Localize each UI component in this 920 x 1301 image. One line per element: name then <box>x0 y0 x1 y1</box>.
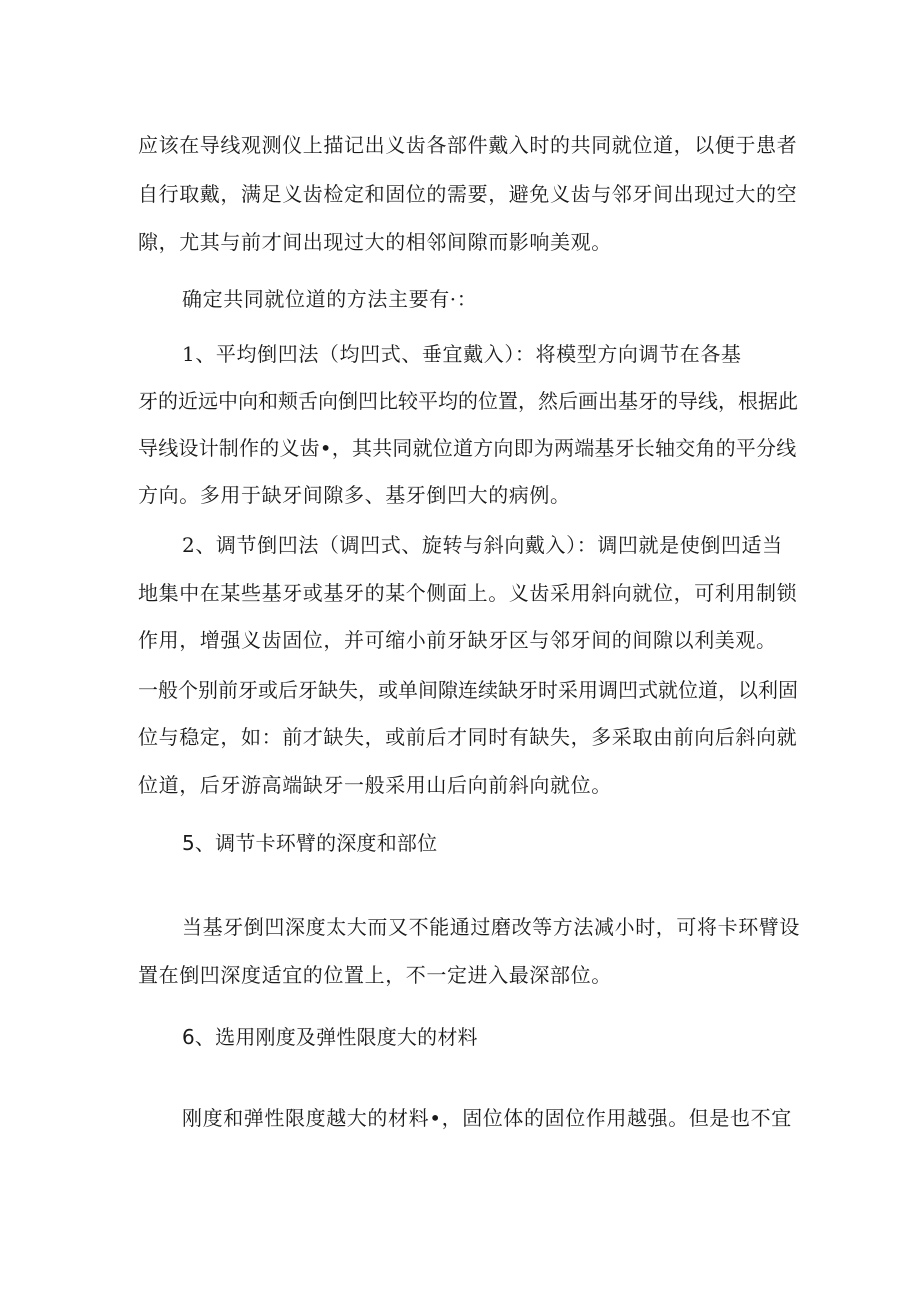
paragraph-4-line-3: 作用，增强义齿固位，并可缩小前牙缺牙区与邻牙间的间隙以利美观。 <box>138 628 777 652</box>
paragraph-1-line-2: 自行取戴，满足义齿检定和固位的需要，避免义齿与邻牙间出现过大的空 <box>138 182 798 206</box>
paragraph-6-line-1: 刚度和弹性限度越大的材料•，固位体的固位作用越强。但是也不宜 <box>182 1106 792 1130</box>
paragraph-4-line-4: 一般个别前牙或后牙缺失，或单间隙连续缺牙时采用调凹式就位道，以利固 <box>138 678 798 702</box>
paragraph-3-line-1: 1、平均倒凹法（均凹式、垂宜戴入）：将模型方向调节在各基 <box>182 342 742 366</box>
paragraph-2-line-1: 确定共同就位道的方法主要有·： <box>182 287 478 311</box>
paragraph-3-line-2: 牙的近远中向和颊舌向倒凹比较平均的位置，然后画出基牙的导线，根据此 <box>138 389 798 413</box>
paragraph-4-line-2: 地集中在某些基牙或基牙的某个侧面上。义齿采用斜向就位，可利用制锁 <box>138 581 798 605</box>
paragraph-1-line-1: 应该在导线观测仪上描记出义齿各部件戴入时的共同就位道，以便于患者 <box>138 133 798 157</box>
paragraph-4-line-1: 2、调节倒凹法（调凹式、旋转与斜向戴入）：调凹就是使倒凹适当 <box>182 533 783 557</box>
paragraph-1-line-3: 隙，尤其与前才间出现过大的相邻间隙而影响美观。 <box>138 230 612 254</box>
paragraph-4-line-6: 位道，后牙游高端缺牙一般采用山后向前斜向就位。 <box>138 773 612 797</box>
paragraph-3-line-3: 导线设计制作的义齿•，其共同就位道方向即为两端基牙长轴交角的平分线 <box>138 436 797 460</box>
paragraph-5-line-2: 置在倒凹深度适宜的位置上，不一定进入最深部位。 <box>138 963 612 987</box>
paragraph-5-line-1: 当基牙倒凹深度太大而又不能通过磨改等方法减小时，可将卡环臂设 <box>182 915 800 939</box>
section-heading-6: 6、选用刚度及弹性限度大的材料 <box>182 1025 478 1049</box>
paragraph-3-line-4: 方向。多用于缺牙间隙多、基牙倒凹大的病例。 <box>138 483 571 507</box>
section-heading-5: 5、调节卡环臂的深度和部位 <box>182 831 438 855</box>
paragraph-4-line-5: 位与稳定，如：前才缺失，或前后才同时有缺失，多采取由前向后斜向就 <box>138 725 798 749</box>
